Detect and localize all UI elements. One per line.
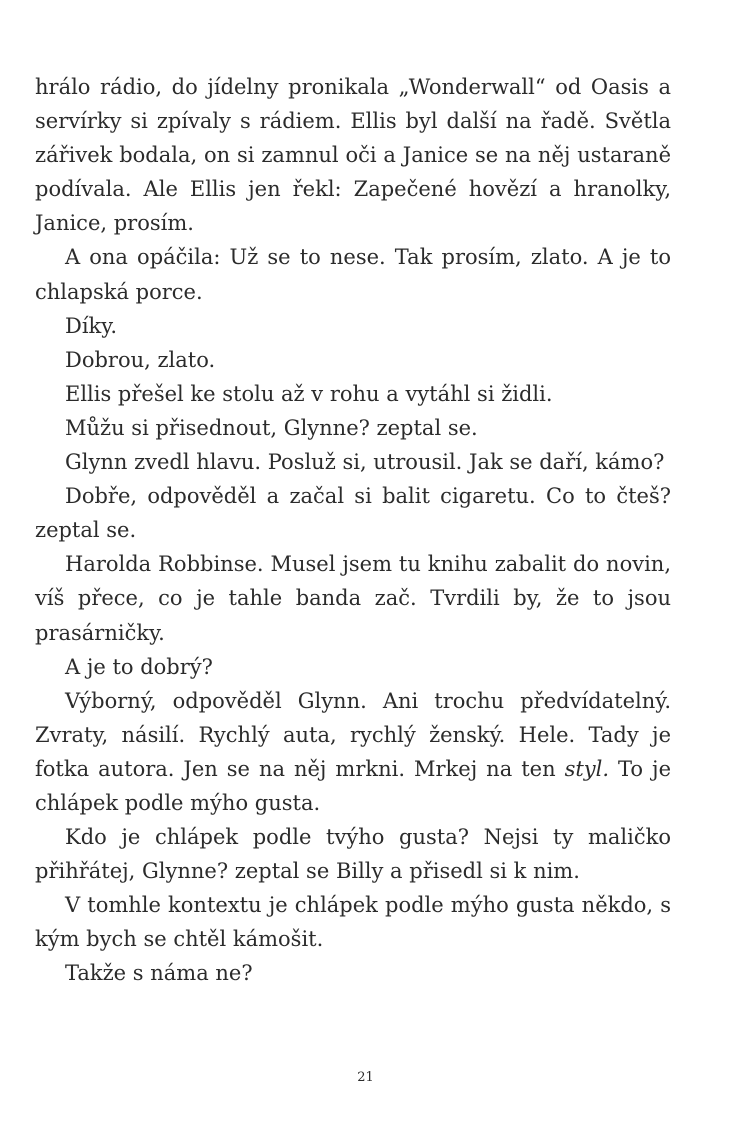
paragraph-text: To je chlápek podle mýho gusta. [35,756,671,815]
paragraph: hrálo rádio, do jídelny pronikala „Wonderwall“ od Oasis a servírky si zpívaly s rádiem. Ellis byl další na řadě. Světla zářivek bodala, on si zamnul oči a Janice se na něj ustaraně podívala. Ale Ellis jen řekl: Zapečené hovězí a hranolky, Janice, prosím. [35,75,671,236]
paragraph: Dobře, odpověděl a začal si balit cigaretu. Co to čteš? zeptal se. [35,484,671,543]
paragraph: Můžu si přisednout, Glynne? zeptal se. [65,415,478,440]
paragraph: A je to dobrý? [65,654,213,679]
italic-word: styl. [564,756,610,781]
paragraph: Harolda Robbinse. Musel jsem tu knihu zabalit do novin, víš přece, co je tahle banda zač. Tvrdili by, že to jsou prasárničky. [35,552,671,645]
paragraph: Dobrou, zlato. [65,347,216,372]
paragraph: Kdo je chlápek podle tvýho gusta? Nejsi ty maličko přihřátej, Glynne? zeptal se Billy a přisedl si k nim. [35,825,671,884]
paragraph-with-italic [35,684,671,820]
paragraph: V tomhle kontextu je chlápek podle mýho gusta někdo, s kým bych se chtěl kámošit. [35,893,671,952]
paragraph: A ona opáčila: Už se to nese. Tak prosím, zlato. A je to chlapská porce. [35,245,671,304]
paragraph: Ellis přešel ke stolu až v rohu a vytáhl si židli. [65,381,553,406]
paragraph: Díky. [65,313,118,338]
book-page-text [35,70,671,991]
paragraph: Takže s náma ne? [65,961,253,986]
paragraph-text: Výborný, odpověděl Glynn. Ani trochu předvídatelný. Zvraty, násilí. Rychlý auta, rychlý ženský. Hele. Tady je fotka autora. Jen se na něj mrkni. Mrkej na ten [35,688,671,781]
page-number: 21 [357,1070,374,1085]
paragraph: Glynn zvedl hlavu. Posluž si, utrousil. Jak se daří, kámo? [65,450,665,475]
